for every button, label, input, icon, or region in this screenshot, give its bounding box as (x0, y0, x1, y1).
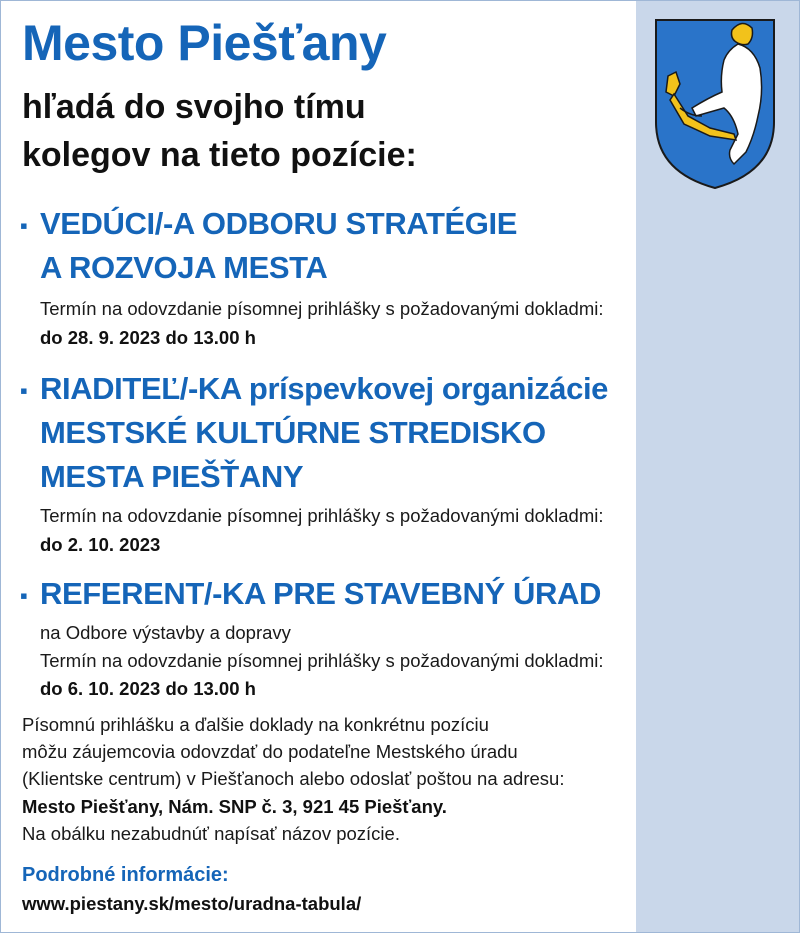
info-label: Podrobné informácie: (22, 864, 229, 886)
position-3-note: na Odbore výstavby a dopravy (40, 622, 291, 643)
position-1-deadline-label: Termín na odovzdanie písomnej prihlášky s požadovanými dokladmi: (40, 298, 604, 319)
subtitle-line-1: hľadá do svojho tímu (22, 88, 366, 126)
position-2-deadline: do 2. 10. 2023 (40, 534, 161, 555)
page-title: Mesto Piešťany (22, 15, 387, 71)
position-2-title-line-2: MESTSKÉ KULTÚRNE STREDISKO (40, 415, 546, 450)
bullet-marker: ▪ (20, 583, 28, 608)
instructions-line-3: (Klientske centrum) v Piešťanoch alebo odoslať poštou na adresu: (22, 768, 565, 789)
subtitle-line-2: kolegov na tieto pozície: (22, 136, 417, 174)
instructions-line-5: Na obálku nezabudnúť napísať názov pozície. (22, 823, 400, 844)
position-2-title-line-1: RIADITEĽ/-KA príspevkovej organizácie (40, 371, 609, 406)
position-3-title-line-1: REFERENT/-KA PRE STAVEBNÝ ÚRAD (40, 576, 601, 611)
mailing-address: Mesto Piešťany, Nám. SNP č. 3, 921 45 Piešťany. (22, 796, 447, 817)
instructions-line-2: môžu záujemcovia odovzdať do podateľne Mestského úradu (22, 741, 518, 762)
position-2-title-line-3: MESTA PIEŠŤANY (40, 459, 304, 494)
position-1-title-line-2: A ROZVOJA MESTA (40, 250, 328, 285)
info-url-link[interactable]: www.piestany.sk/mesto/uradna-tabula/ (22, 893, 362, 914)
position-3-deadline-label: Termín na odovzdanie písomnej prihlášky s požadovanými dokladmi: (40, 650, 604, 671)
instructions-line-1: Písomnú prihlášku a ďalšie doklady na konkrétnu pozíciu (22, 714, 489, 735)
coat-of-arms-icon (650, 12, 780, 192)
position-2-deadline-label: Termín na odovzdanie písomnej prihlášky s požadovanými dokladmi: (40, 505, 604, 526)
position-1-title-line-1: VEDÚCI/-A ODBORU STRATÉGIE (40, 206, 518, 241)
position-3-deadline: do 6. 10. 2023 do 13.00 h (40, 678, 256, 699)
bullet-marker: ▪ (20, 213, 28, 238)
position-1-deadline: do 28. 9. 2023 do 13.00 h (40, 327, 256, 348)
bullet-marker: ▪ (20, 378, 28, 403)
